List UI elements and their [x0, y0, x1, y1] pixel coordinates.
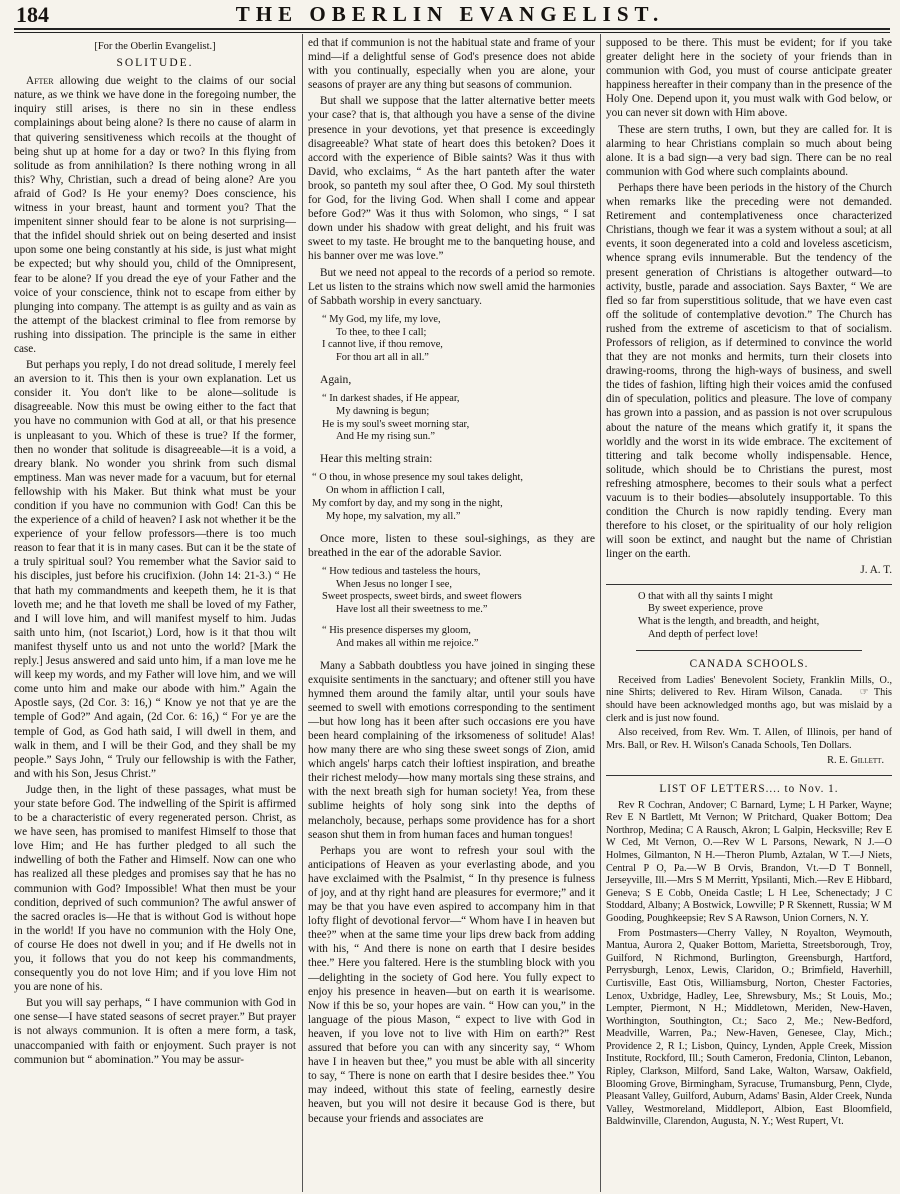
column-1 [14, 36, 296, 1190]
section-heading: LIST OF LETTERS.... to Nov. 1. [659, 782, 839, 795]
paragraph-text: allowing due weight to the claims of our social nature, as we think we have done in the foregoing number, the inquiry still arises, is there no sin in these endless complainings about being alone? Is there no cause of alarm in that quivering sensitiveness which recoils at the thought of being shut up at home for a day or two? In this flying from solitude as from annihilation? Is there nothing wrong in all this? Why, Christian, such a dread of being alone? Are you afraid of God? Is He your enemy? Does conscience, his witness in your breast, haunt and torment you? That the impenitent sinner should fear to be alone is not surprising—that the infidel should shriek out on being deserted and insist upon some one being constantly at his side, is just what might be expected; but why should you, child of the Omnipresent, fear to be alone? If you dread the eye of your Father and the voice of your conscience, think not to escape from either by plunging into company. The attempt is as guilty and as vain as the attempt of the blackest criminal to flee from remorse by rushing into dissipation. The principle is the same in either case. [14, 75, 296, 355]
verse-line: Have lost all their sweetness to me.” [336, 604, 488, 616]
signer: R. E. Gillett. [827, 755, 884, 767]
paragraph: Perhaps you are wont to refresh your soul with the anticipations of Heaven as your everlasting abode, and you have exclaimed with the Psalmist, “ In thy presence is fulness of joy, and at thy right hand are pleasures for evermore;” and it may be that you have even aspired to accompany him in that lofty flight of devotional fervor—“ Whom have I in heaven but thee?” when at the same time your lips drew back from adding with his, “ And there is none on earth that I desire besides thee.” Here you faltered. Here is the stumbling block with you—delighting in the society of God here. You fully expect to enjoy his presence in heaven—but on earth it is wearisome. Now if this be so, your hopes are vain. “ How can you,” in the language of the pious Mason, “ expect to live with God in heaven, if you love not to live with Him on earth?” Rest assured that before you can with any sincerity say, “ Whom have I in heaven but thee,” you must be able with all sincerity to say, “ There is none on earth that I desire besides thee.” You may indeed, without this state of feeling, earnestly desire heaven, but you will not desire it because God is there, but because your friends and associates are [308, 844, 595, 1125]
hymn-verse [312, 472, 595, 523]
verse-line: “ In darkest shades, if He appear, [322, 393, 460, 405]
paragraph: supposed to be there. This must be evident; for if you take greater delight here in the society of your friends than in communion with God, you must of course anticipate greater happiness hereafter in their company than in the presence of the Holy One. Depend upon it, you must walk with God below, or you can never sit down with Him above. [606, 37, 892, 120]
verse-line: For thou art all in all.” [336, 352, 429, 364]
page-number: 184 [16, 2, 49, 27]
masthead-rule-thin [14, 32, 890, 33]
hymn-verse [322, 566, 595, 617]
hymn-verse [322, 314, 595, 365]
poem-line: And depth of perfect love! [648, 628, 759, 640]
paragraph: Many a Sabbath doubtless you have joined in singing these exquisite sentiments in the sanctuary; and oftener still you have hymned them around the family altar, until your souls have seemed to swell with emotions corresponding to the sentiment—but how long has it been after such occasions ere you have been heard complaining of the irksomeness of solitude! Alas! how many there are who sing these sweet songs of Zion, amid which angels' harps catch their loftiest inspiration, and breathe their richest melody—how many mortals sing these strains, and with the next breath sigh for human society! Yea, from these sublime heights of holy song sink into the depths of melancholy, because, perhaps some providence has for a short season shut them in from human faces and human tongues! [308, 659, 595, 841]
poem-line: O that with all thy saints I might [638, 590, 773, 602]
verse-line: He is my soul's sweet morning star, [322, 418, 470, 430]
hymn-verse [322, 625, 595, 651]
section-rule [636, 650, 862, 651]
paragraph: But shall we suppose that the latter alternative better meets your case? that is, that although you have a sense of the divine presence in your devotions, yet that presence is exceedingly disagreeable? What state of heart does this betoken? Does it accord with the experience of Bible saints? Was it thus with David, who exclaims, “ As the hart panteth after the water brook, so panteth my soul after thee, O God. My soul thirsteth for God, for the living God. When shall I come and appear before God?” Was it thus with Solomon, who sings, “ I sat down under his shadow with great delight, and his fruit was sweet to my taste. He brought me to the banqueting house, and his banner over me was love.” [308, 95, 595, 263]
paragraph: But you will say perhaps, “ I have communion with God in one sense—I have stated seasons of secret prayer.” But prayer is not always communion. It is often a mere form, a task, unaccompanied with faith or enjoyment. Such prayer is not communion but “ abomination.” You may be assur- [14, 997, 296, 1066]
column-divider [600, 34, 601, 1192]
verse-line: On whom in affliction I call, [326, 485, 445, 497]
paragraph: ed that if communion is not the habitual state and frame of your mind—if a delightful sense of God's presence does not abide with you continually, especially when you are alone, your seasons of prayer are any thing but seasons of communion. [308, 37, 595, 92]
verse-line: My dawning is begun; [336, 405, 430, 417]
verse-line: Sweet prospects, sweet birds, and sweet flowers [322, 591, 522, 603]
column-divider [302, 34, 303, 1192]
section-heading: CANADA SCHOOLS. [689, 657, 809, 670]
paragraph: But perhaps you reply, I do not dread solitude, I merely feel an aversion to it. This then is your own explanation. Let us consider it. You don't like to be alone—solitude is disagreeable. Now this must be owing either to the fact that you have no communion with God at all, or that his presence is unpleasant to you. Which of these is true? If the former, then no wonder that solitude is disagreeable—it is a void, a dreary blank. No wonder you shrink from such dismal emptiness. Man was never made for a vacuum, but for eternal fellowship with his Maker. But think what must be your condition if you have no communion with God! Can this be the experience of a child of heaven? I ask not whether it be the experience of your fellow professors—there is too much reason to fear that it is in many cases. But can it be the state of a truly spiritual soul? You remember what the Savior said to his disciples, just before his crucifixion. (John 14: 21-3.) “ He that hath my commandments and keepeth them, he it is that loveth me; and he that loveth me shall be loved of my Father, and I will love him, and will manifest myself to him. Judas saith unto him, (not Iscariot,) Lord, how is it that thou wilt manifest thyself unto us and not unto the world? [Mark the reply.] Jesus answered and said unto him, if a man love me he will keep my words, and my Father will love him, and we will come unto him and make our abode with him.” Again the Apostle says, (2d Cor. 3: 16,) “ Know ye not that ye are the temple of God?” And again, (2d Cor. 6: 16,) “ For ye are the temple of God, as God hath said, I will dwell in them, and walk in them, and I will be their God, and they shall be my people.” Says John, “ Truly our fellowship is with the Father, and with his Son, Jesus Christ.” [14, 359, 296, 780]
paragraph: Perhaps there have been periods in the history of the Church when remarks like the preceding were not demanded. Retirement and contemplativeness once characterized Christians, though we fear it was a system without a soul; at all events, it soon degenerated into a cold and loveless asceticism, whence sprang evils innumerable. But the tendency of the present generation of Christians is altogether outward—to activity, bustle, parade and association. Says Baxter, “ We are fled so far from superstitious solitude, that we have even cast off the solitude of contemplative devotion.” The Church has rushed from the extreme of asceticism to that of socialism. Professors of religion, as if determined to convince the world that they are not monks and hermits, turn their closets into drawing-rooms, throng the high-ways of business, and swell the tides of fashion, lifting high their voices amid the confused din of speculation, politics and pleasure. The love of company has grown into a passion, and as passion is not over scrupulous about the nature of the means which gratify it, it spans the worldly and the worst in its wide embrace. The excitement of tittering and talk become wholly indispensable. Hence, solitude, which should be to Christians the purest, most refreshing atmosphere, becomes to their souls what a perfect vacuum is to their bodies—absolutely insupportable. To this condition the Church is now rapidly tending. Every man therefore to his closet, or the spirituality of our holy religion will soon be extinct, and naught but the name of Christian linger on the earth. [606, 181, 892, 561]
verse-intro: Hear this melting strain: [320, 452, 433, 466]
verse-intro: Once more, listen to these soul-sighings, as they are breathed in the ear of the adorable Savior. [308, 531, 595, 559]
article-heading: SOLITUDE. [116, 57, 194, 70]
paragraph-text: Received from Ladies' Benevolent Society, Franklin Mills, O., nine Shirts; delivered to Rev. Hiram Wilson, Canada. [606, 674, 892, 699]
verse-line: To thee, to thee I call; [336, 326, 427, 338]
paragraph [606, 675, 892, 725]
masthead-rule [14, 28, 890, 30]
section-rule [606, 584, 892, 585]
paragraph [14, 74, 296, 356]
verse-line: “ His presence disperses my gloom, [322, 624, 471, 636]
verse-line: “ O thou, in whose presence my soul takes delight, [312, 472, 523, 484]
section-rule [606, 775, 892, 776]
hymn-verse [322, 393, 595, 444]
pointing-hand-icon: ☞ [859, 687, 869, 699]
verse-intro: Again, [320, 372, 352, 386]
column-3 [606, 36, 892, 1190]
article-source: [For the Oberlin Evangelist.] [94, 41, 216, 52]
paragraph: Also received, from Rev. Wm. T. Allen, of Illinois, per hand of Mrs. Ball, or Rev. H. Wilson's Canada Schools, Ten Dollars. [606, 727, 892, 751]
author-signature: J. A. T. [860, 564, 892, 577]
paragraph: Judge then, in the light of these passages, what must be your state before God. The indwelling of the Spirit is affirmed to be a characteristic of every regenerated person. Christ, as we have seen, has promised to manifest Himself to those that love Him; and He has further pledged to all such the indwelling of both the Father and Himself. Now can one who has realized all these pledges and promises say that he has no communion with God? Impossible! What then must be your condition, deprived of such communion? The awful answer of the sacred oracles is—He that is without God is without hope in the world! If you have no communion with the Holy One, of course He does not dwell in you; and if He dwells not in you, it follows that you do not keep his commandments, consequently you do not love Him; and if you love Him not you are none of his. [14, 783, 296, 994]
verse-line: “ My God, my life, my love, [322, 313, 441, 325]
paragraph: But we need not appeal to the records of a period so remote. Let us listen to the strains which now swell amid the harmonies of Sabbath worship in every sanctuary. [308, 266, 595, 307]
newspaper-title: THE OBERLIN EVANGELIST. [235, 2, 665, 26]
poem [638, 591, 892, 642]
verse-line: My hope, my salvation, my all.” [326, 510, 461, 522]
verse-line: My comfort by day, and my song in the night, [312, 497, 503, 509]
verse-line: I cannot live, if thou remove, [322, 339, 443, 351]
column-2 [308, 36, 595, 1190]
paragraph: These are stern truths, I own, but they are called for. It is alarming to hear Christians complain so much about being alone. It is a bad sign—a very bad sign. There can be no real communion with God where such complaints abound. [606, 123, 892, 178]
paragraph: Rev R Cochran, Andover; C Barnard, Lyme; L H Parker, Wayne; Rev E N Bartlett, Mt Vernon; W Pritchard, Quaker Bottom; Dea Northrop, Medina; C A Rausch, Akron; L Galpin, Hecksville; Rev E W Ced, Mt Vernon, O.—Rev W L Parsons, Newark, N J.—O Holmes, Gilmanton, N H.—Theron Plumb, Aztalan, W T.—J Niets, Central P O, Pa.—W B Orvis, Brandon, Vt.—D T Bonnell, Jerseyville, Ill.—Mrs S M Merritt, Ypsilanti, Mich.—Rev E Hibbard, Geneva; S E Cobb, Oneida Castle; L H Lee, Schenectady; J C Stoddard, Albany; A Bostwick, Lowville; P R Skennett, Russia; W M Gooding, Poughkeepsie; Rev S A Rawson, Union Corners, N. Y. [606, 799, 892, 924]
masthead [10, 2, 890, 26]
lead-word: After [26, 75, 54, 88]
poem-line: What is the length, and breadth, and height, [638, 616, 820, 628]
paragraph: From Postmasters—Cherry Valley, N Royalton, Weymouth, Mantua, Aurora 2, Quaker Bottom, Marietta, Streetsborough, Troy, Guilford, N Richmond, Burlington, Greensburgh, Hartford, Perrysburgh, Lenox, Lewis, Claridon, O.; Brimfield, Haverhill, Curtisville, East Otis, Williamsburg, Norton, Chester Factories, Lenox, Uxbridge, Hadley, Lee, Shrewsbury, Ms.; St Louis, Mo.; Lempter, Piermont, N H.; Middletown, Meriden, New-Haven, Worthington, Southington, Ct.; Saco 2, Me.; New-Bedford, Meadville, Warren, Pa.; New-Haven, Genesee, Clay, Mich.; Providence 2, R I.; Lisbon, Quincy, Lynden, Apple Creek, Mission Institute, Rockford, Ill.; South Cameron, Fredonia, Clinton, Lebanon, Ripley, Clarkson, Milford, Sand Lake, Walton, Warsaw, Oakfield, Blooming Grove, Birmingham, Syracuse, Trumansburg, Penn, Clyde, Pleasant Valley, Guilford, Auburn, Adams' Basin, Alder Creek, Nunda Valley, Westmoreland, Middleport, Albion, East Bloomfield, Baldwinville, Clarendon, Augusta, N. Y.; West Rupert, Vt. [606, 927, 892, 1128]
verse-line: And makes all within me rejoice.” [336, 637, 479, 649]
verse-line: When Jesus no longer I see, [336, 578, 452, 590]
verse-line: And He my rising sun.” [336, 431, 435, 443]
acknowledgement-footer [606, 754, 892, 768]
verse-line: “ How tedious and tasteless the hours, [322, 565, 481, 577]
poem-line: By sweet experience, prove [648, 603, 763, 615]
paragraph-text: This should have been acknowledged months ago, but was mislaid by a clerk and is just now found. [606, 687, 892, 724]
